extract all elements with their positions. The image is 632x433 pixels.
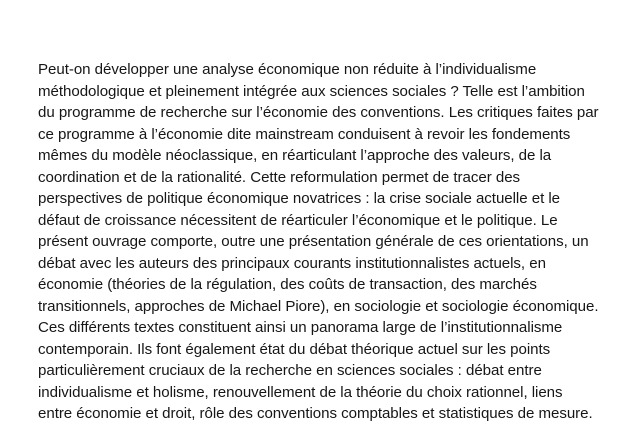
book-description-paragraph: Peut-on développer une analyse économique non réduite à l’individualisme méthodologique et pleinement intégrée aux sciences sociales ? Telle est l’ambition du programme de recherche sur l’économie des conventions. Les critiques faites par ce programme à l’économie dite mainstream conduisent à revoir les fondements mêmes du modèle néoclassique, en réarticulant l’approche des valeurs, de la coordination et de la rationalité. Cette reformulation permet de tracer des perspectives de politique économique novatrices : la crise sociale actuelle et le défaut de croissance nécessitent de réarticuler l’économique et le politique. Le présent ouvrage comporte, outre une présentation générale de ces orientations, un débat avec les auteurs des principaux courants institutionnalistes actuels, en économie (théories de la régulation, des coûts de transaction, des marchés transitionnels, approches de Michael Piore), en sociologie et sociologie économique. Ces différents textes constituent ainsi un panorama large de l’institutionnalisme contemporain. Ils font également état du débat théorique actuel sur les points particulièrement cruciaux de la recherche en sciences sociales : débat entre individualisme et holisme, renouvellement de la théorie du choix rationnel, liens entre économie et droit, rôle des conventions comptables et statistiques de mesure. (38, 61, 603, 423)
